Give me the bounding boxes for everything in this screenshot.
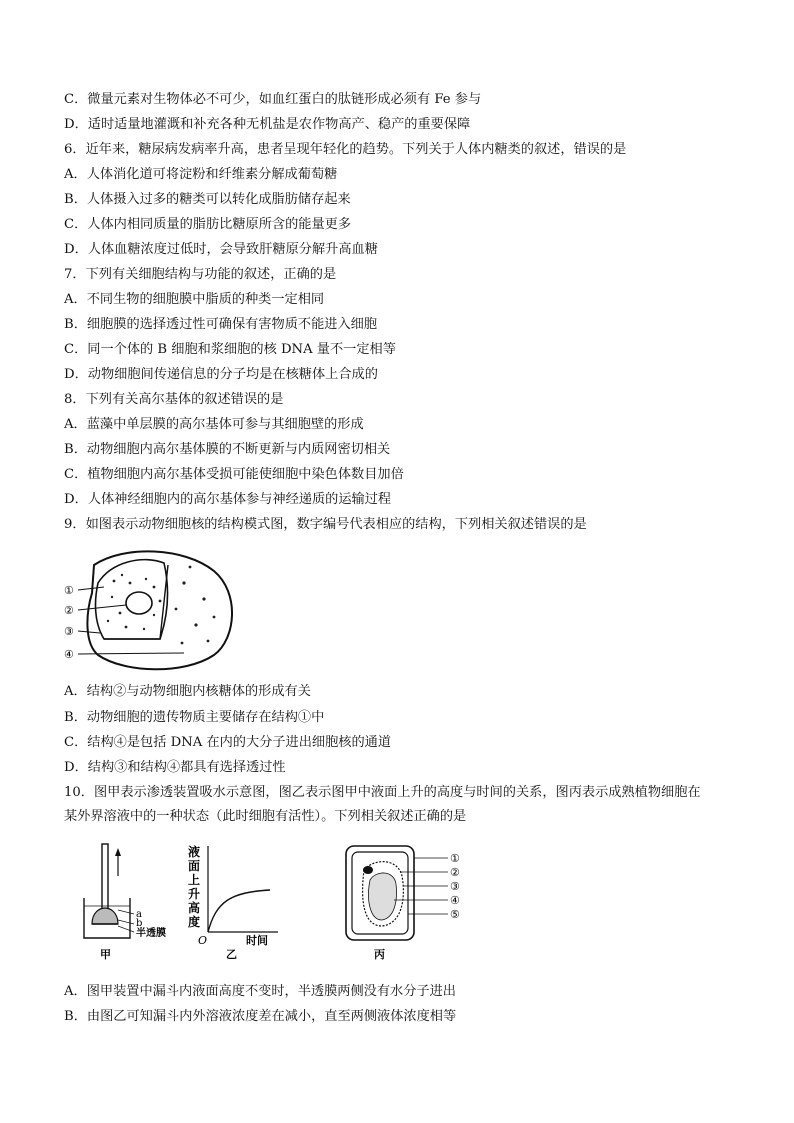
option-d-q5: D．适时适量地灌溉和补充各种无机盐是农作物高产、稳产的重要保障	[64, 117, 471, 132]
fig-bing-label-5: ⑤	[450, 908, 460, 921]
option-b-q6: B．人体摄入过多的糖类可以转化成脂肪储存起来	[64, 192, 351, 207]
question-8: 8．下列有关高尔基体的叙述错误的是	[64, 392, 284, 407]
option-a-q6: A．人体消化道可将淀粉和纤维素分解成葡萄糖	[64, 167, 338, 182]
option-c-q6: C．人体内相同质量的脂肪比糖原所含的能量更多	[64, 217, 352, 232]
fig-bing-caption: 丙	[374, 948, 385, 961]
fig-yi-ylabel-5: 高	[188, 901, 201, 915]
question-10-cont: 某外界溶液中的一种状态（此时细胞有活性）。下列相关叙述正确的是	[64, 809, 467, 824]
option-d-q9: D．结构③和结构④都具有选择透过性	[64, 760, 286, 775]
fig-yi-xlabel: 时间	[246, 934, 268, 947]
option-c-q7: C．同一个体的 B 细胞和浆细胞的核 DNA 量不一定相等	[64, 342, 396, 357]
fig-jia-label-b: b	[136, 918, 143, 929]
fig-yi-ylabel-2: 面	[188, 859, 201, 873]
fig-yi-ylabel-1: 液	[188, 845, 201, 859]
option-d-q8: D．人体神经细胞内的高尔基体参与神经递质的运输过程	[64, 492, 392, 507]
fig-yi-ylabel-4: 升	[188, 887, 201, 901]
fig-jia-label-a: a	[136, 909, 142, 920]
fig9-label-1: ①	[64, 584, 74, 597]
fig-jia-label-membrane: 半透膜	[136, 928, 166, 939]
option-b-q9: B．动物细胞的遗传物质主要储存在结构①中	[64, 710, 325, 725]
fig9-label-2: ②	[64, 604, 74, 617]
option-c-q5: C．微量元素对生物体必不可少，如血红蛋白的肽链形成必须有 Fe 参与	[64, 92, 482, 107]
option-a-q9: A．结构②与动物细胞内核糖体的形成有关	[64, 684, 311, 699]
figure-10	[64, 836, 504, 966]
fig-bing-label-4: ④	[450, 894, 460, 907]
option-b-q10: B．由图乙可知漏斗内外溶液浓度差在减小，直至两侧液体浓度相等	[64, 1009, 457, 1024]
option-d-q7: D．动物细胞间传递信息的分子均是在核糖体上合成的	[64, 367, 378, 382]
fig-yi-ylabel-3: 上	[188, 873, 201, 887]
option-a-q7: A．不同生物的细胞膜中脂质的种类一定相同	[64, 292, 325, 307]
fig-yi-caption: 乙	[226, 948, 237, 961]
question-10: 10．图甲表示渗透装置吸水示意图，图乙表示图甲中液面上升的高度与时间的关系，图丙表示成熟植物细胞在	[64, 785, 701, 800]
fig9-label-4: ④	[64, 648, 74, 661]
fig-yi-ylabel-6: 度	[188, 915, 201, 929]
option-b-q7: B．细胞膜的选择透过性可确保有害物质不能进入细胞	[64, 317, 378, 332]
question-9: 9．如图表示动物细胞核的结构模式图，数字编号代表相应的结构，下列相关叙述错误的是	[64, 517, 587, 532]
fig-yi	[188, 844, 278, 961]
question-7: 7．下列有关细胞结构与功能的叙述，正确的是	[64, 267, 337, 282]
option-a-q10: A．图甲装置中漏斗内液面高度不变时，半透膜两侧没有水分子进出	[64, 984, 456, 999]
fig-jia-caption: 甲	[100, 948, 111, 961]
question-6: 6．近年来，糖尿病发病率升高，患者呈现年轻化的趋势。下列关于人体内糖类的叙述，错误的是	[64, 142, 627, 157]
fig-yi-origin: O	[198, 934, 208, 947]
option-c-q8: C．植物细胞内高尔基体受损可能使细胞中染色体数目加倍	[64, 467, 404, 482]
fig-bing-label-3: ③	[450, 880, 460, 893]
option-b-q8: B．动物细胞内高尔基体膜的不断更新与内质网密切相关	[64, 442, 391, 457]
fig-jia	[84, 844, 166, 961]
option-a-q8: A．蓝藻中单层膜的高尔基体可参与其细胞壁的形成	[64, 417, 364, 432]
fig-bing	[346, 846, 460, 961]
option-c-q9: C．结构④是包括 DNA 在内的大分子进出细胞核的通道	[64, 735, 392, 750]
option-d-q6: D．人体血糖浓度过低时，会导致肝糖原分解升高血糖	[64, 242, 378, 257]
fig-bing-label-1: ①	[450, 852, 460, 865]
fig9-label-3: ③	[64, 625, 74, 638]
fig-bing-label-2: ②	[450, 866, 460, 879]
nucleus-figure	[64, 543, 244, 673]
